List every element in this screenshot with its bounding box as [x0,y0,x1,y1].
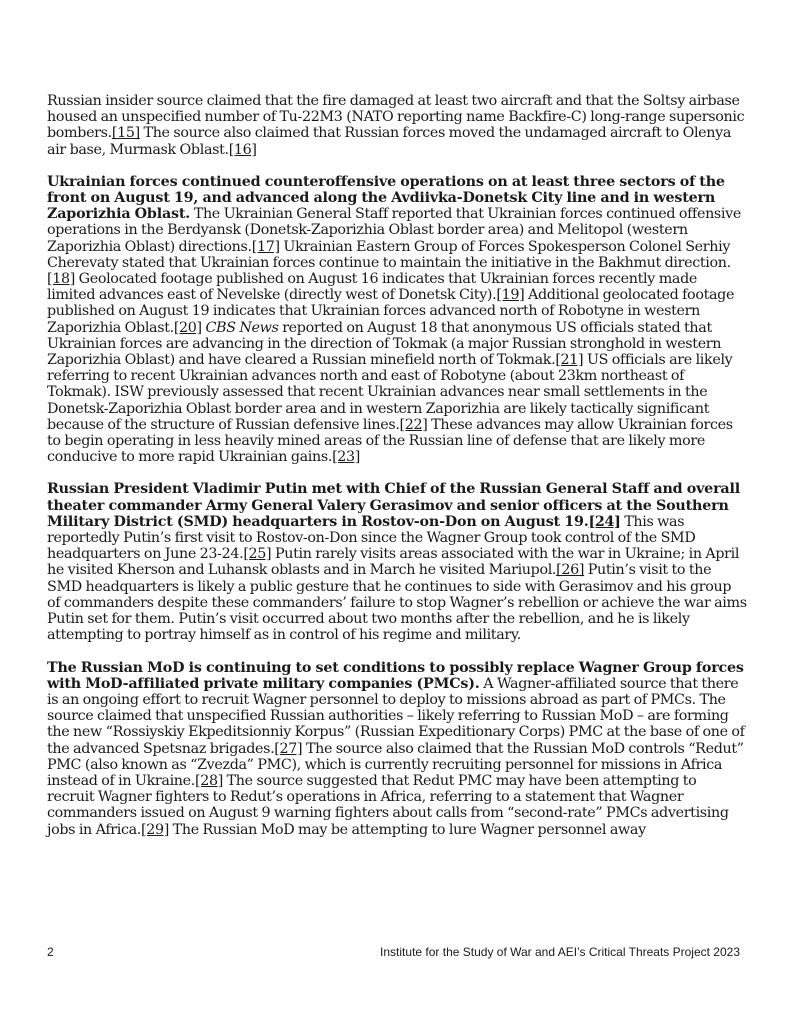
body-text: A Wagner-affiliated source that there is an ongoing effort to recruit Wagner personnel to deploy to missions abroad as part of PMCs. The source claimed that unspecified Russian authorities – likely referring to Russian MoD – are forming the new “Rossiyskiy Ekpeditsionniy Korpus” (Russian Expeditionary Corps) PMC at the base of one of the advanced Spetsnaz brigades. [47,675,745,757]
body-text: reported on August 18 that anonymous US officials stated that Ukrainian forces are advancing in the direction of Tokmak (a major Russian stronghold in western Zaporizhia Oblast) and have cleared a Russian minefield north of Tokmak. [47,319,722,369]
footnote-link[interactable]: [20] [173,319,202,336]
publication-name: CBS News [205,319,279,336]
body-text: The source also claimed that the Russian MoD controls “Redut” PMC (also known as “Zvezda” PMC), which is currently recruiting personnel for missions in Africa instead of in Ukraine. [47,740,744,789]
body-text: Ukrainian Eastern Group of Forces Spokesperson Colonel Serhiy Cherevaty stated that Ukrainian forces continue to maintain the initiative in the Bakhmut direction. [47,238,731,271]
footnote-link[interactable]: [15] [111,125,140,142]
body-text: Russian insider source claimed that the fire damaged at least two aircraft and that the Soltsy airbase housed an unspecified number of Tu-22M3 (NATO reporting name Backfire-C) long-range supersonic bombers. [47,93,745,142]
footer-credit: Institute for the Study of War and AEI’s Critical Threats Project 2023 [380,945,740,959]
footnote-link[interactable]: [25] [243,546,272,563]
body-text: US officials are likely referring to recent Ukrainian advances north and east of Robotyne (about 23km northeast of Tokmak). ISW previously assessed that recent Ukrainian advances near small settlements in the Donetsk-Zaporizhia Oblast border area and in western Zaporizhia are likely tactically significant because of the structure of Russian defensive lines. [47,352,733,433]
footnote-link[interactable]: [16] [228,141,257,158]
body-text: This was reportedly Putin’s first visit to Rostov-on-Don since the Wagner Group took control of the SMD headquarters on June 23-24. [47,513,696,563]
footnote-link[interactable]: [26] [556,562,585,579]
body-text: Additional geolocated footage published on August 19 indicates that Ukrainian forces advanced north of Robotyne in western Zaporizhia Oblast. [47,287,735,336]
body-text: The source suggested that Redut PMC may have been attempting to recruit Wagner fighters to Redut’s operations in Africa, referring to a statement that Wagner commanders issued on August 9 warning fighters about calls from “second-rate” PMCs advertising jobs in Africa. [47,772,729,838]
footnote-link[interactable]: [18] [47,271,75,288]
page-number: 2 [47,945,54,959]
body-text: Geolocated footage published on August 16 indicates that Ukrainian forces recently made limited advances east of Nevelske (directly west of Donetsk City). [47,271,697,304]
body-text: These advances may allow Ukrainian forces to begin operating in less heavily mined areas of the Russian line of defense that are likely more conducive to more rapid Ukrainian gains. [47,416,733,466]
paragraph-p3 [47,481,747,643]
paragraph-p1 [47,93,747,158]
body-text: The source also claimed that Russian forces moved the undamaged aircraft to Olenya air base, Murmask Oblast. [47,125,732,158]
bold-lead-sentence: Ukrainian forces continued counteroffensive operations on at least three sectors of the front on August 19, and advanced along the Avdiivka-Donetsk City line and in western Zaporizhia Oblast. [47,173,725,223]
body-text: Putin rarely visits areas associated with the war in Ukraine; in April he visited Kherson and Luhansk oblasts and in March he visited Mariupol. [47,546,740,579]
body-text: Putin’s visit to the SMD headquarters is likely a public gesture that he continues to side with Gerasimov and his group of commanders despite these commanders’ failure to stop Wagner’s rebellion or achieve the war aims Putin set for them. Putin’s visit occurred about two months after the rebellion, and he is likely attempting to portray himself as in control of his regime and military. [47,562,747,644]
footnote-link[interactable]: [27] [274,740,303,757]
document-body [47,93,747,854]
body-text: The Ukrainian General Staff reported that Ukrainian forces continued offensive operations in the Berdyansk (Donetsk-Zaporizhia Oblast border area) and Melitopol (western Zaporizhia Oblast) directions. [47,206,741,255]
footnote-link[interactable]: [23] [332,449,361,466]
paragraph-p2 [47,174,747,466]
footnote-link[interactable]: [19] [496,287,525,304]
bold-lead-sentence: Russian President Vladimir Putin met with Chief of the Russian General Staff and overall theater commander Army General Valery Gerasimov and senior officers at the Southern Military District (SMD) headquarters in Rostov-on-Don on August 19. [47,481,740,530]
footnote-link[interactable]: [22] [399,416,428,433]
body-text: The Russian MoD may be attempting to lure Wagner personnel away [168,821,646,838]
page-footer [47,945,740,959]
footnote-link[interactable]: [21] [555,352,584,369]
footnote-link[interactable]: [17] [251,238,280,255]
footnote-link[interactable]: [24] [588,513,621,530]
paragraph-p4 [47,660,747,838]
footnote-link[interactable]: [28] [194,772,223,789]
footnote-link[interactable]: [29] [141,821,169,838]
bold-lead-sentence: The Russian MoD is continuing to set conditions to possibly replace Wagner Group forces with MoD-affiliated private military companies (PMCs). [47,659,744,692]
